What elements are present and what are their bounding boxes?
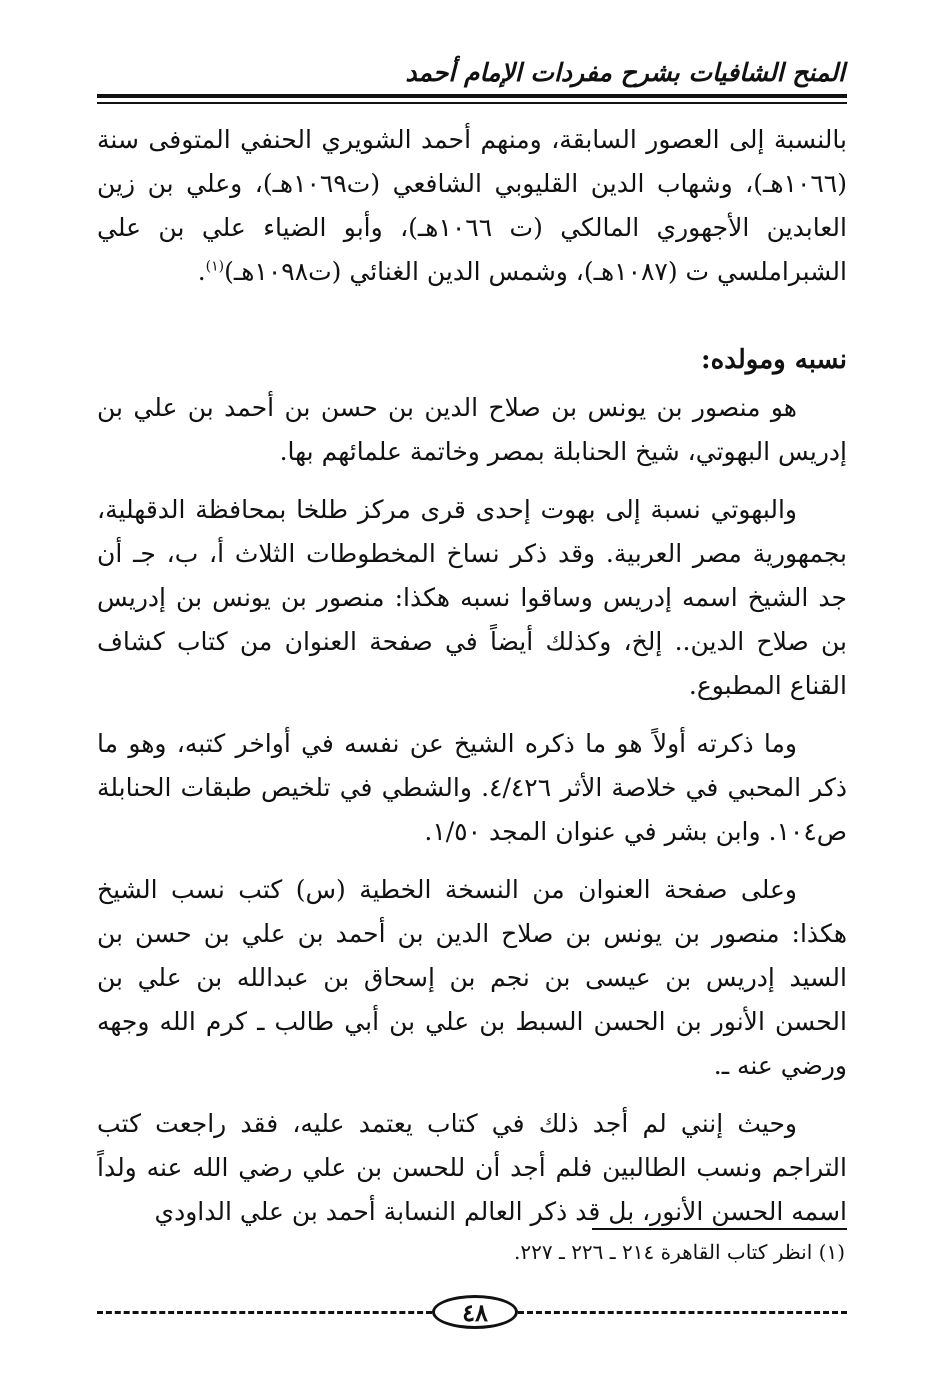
footnote: (١) انظر كتاب القاهرة ٢١٤ ـ ٢٢٦ ـ ٢٢٧. bbox=[514, 1240, 845, 1264]
footnote-separator bbox=[592, 1228, 847, 1230]
footnote-reference: (١) bbox=[205, 258, 225, 275]
paragraph-1-text: بالنسبة إلى العصور السابقة، ومنهم أحمد الشويري الحنفي المتوفى سنة (١٠٦٦هـ)، وشهاب الدين القليوبي الشافعي (ت١٠٦٩هـ)، وعلي بن زين العابدين الأجهوري المالكي (ت ١٠٦٦هـ)، وأبو الضياء علي بن علي الشبراملسي ت (١٠٨٧هـ)، وشمس الدين الغنائي (ت١٠٩٨هـ) bbox=[97, 125, 847, 286]
paragraph-3: والبهوتي نسبة إلى بهوت إحدى قرى مركز طلخا بمحافظة الدقهلية، بجمهورية مصر العربية. وقد ذكر نساخ المخطوطات الثلاث أ، ب، جـ أن جد الشيخ اسمه إدريس وساقوا نسبه هكذا: منصور بن يونس بن إدريس بن صلاح الدين.. إلخ، وكذلك أيضاً في صفحة العنوان من كتاب كشاف القناع المطبوع. bbox=[97, 495, 847, 700]
footer-dashed-rule-right bbox=[518, 1311, 847, 1314]
page-number: ٤٨ bbox=[432, 1295, 518, 1329]
header-rule-thin bbox=[97, 102, 847, 104]
paragraph-2: هو منصور بن يونس بن صلاح الدين بن حسن بن أحمد بن علي بن إدريس البهوتي، شيخ الحنابلة بمصر وخاتمة علمائهم بها. bbox=[97, 393, 847, 466]
footer-dashed-rule-left bbox=[97, 1311, 432, 1314]
paragraph-1-tail: . bbox=[197, 257, 206, 286]
paragraph-1 bbox=[97, 118, 847, 294]
section-heading: نسبه ومولده: bbox=[701, 345, 847, 375]
paragraph-4: وما ذكرته أولاً هو ما ذكره الشيخ عن نفسه في أواخر كتبه، وهو ما ذكر المحبي في خلاصة الأثر ٤/٤٢٦. والشطي في تلخيص طبقات الحنابلة ص١٠٤. وابن بشر في عنوان المجد ١/٥٠. bbox=[97, 729, 847, 846]
header-rule-thick bbox=[97, 94, 847, 98]
running-header-title: المنح الشافيات بشرح مفردات الإمام أحمد bbox=[405, 58, 845, 87]
paragraph-6: وحيث إنني لم أجد ذلك في كتاب يعتمد عليه، فقد راجعت كتب التراجم ونسب الطالبين فلم أجد أن للحسن بن علي رضي الله عنه ولداً اسمه الحسن الأنور، بل قد ذكر العالم النسابة أحمد بن علي الداودي bbox=[97, 1109, 847, 1226]
paragraph-5: وعلى صفحة العنوان من النسخة الخطية (س) كتب نسب الشيخ هكذا: منصور بن يونس بن صلاح الدين بن أحمد بن علي بن حسن بن السيد إدريس بن عيسى بن نجم بن إسحاق بن عبدالله بن علي بن الحسن الأنور بن الحسن السبط بن علي بن أبي طالب ـ كرم الله وجهه ورضي عنه ـ. bbox=[97, 875, 847, 1080]
main-text bbox=[97, 118, 847, 1248]
